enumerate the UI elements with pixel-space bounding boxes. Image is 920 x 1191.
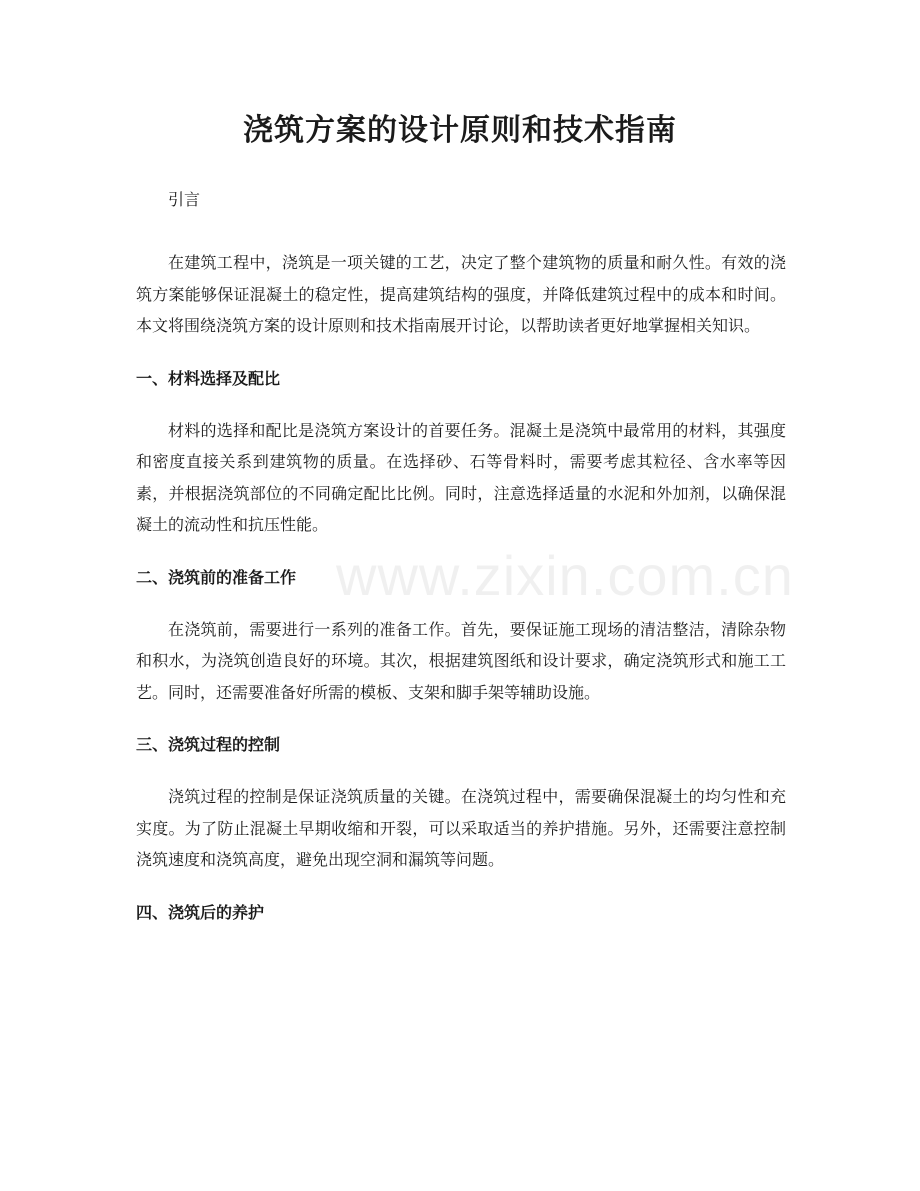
watermark: www.zixin.com.cn [336, 544, 794, 607]
section-heading-2: 二、浇筑前的准备工作 [136, 567, 297, 587]
document-title: 浇筑方案的设计原则和技术指南 [243, 113, 677, 148]
intro-label: 引言 [168, 190, 201, 209]
intro-paragraph: 在建筑工程中，浇筑是一项关键的工艺，决定了整个建筑物的质量和耐久性。有效的浇筑方案能够保证混凝土的稳定性，提高建筑结构的强度，并降低建筑过程中的成本和时间。本文将围绕浇筑方案的设计原则和技术指南展开讨论，以帮助读者更好地掌握相关知识。 [136, 253, 786, 335]
section-heading-3: 三、浇筑过程的控制 [136, 735, 281, 754]
section-paragraph-3: 浇筑过程的控制是保证浇筑质量的关键。在浇筑过程中，需要确保混凝土的均匀性和充实度。为了防止混凝土早期收缩和开裂，可以采取适当的养护措施。另外，还需要注意控制浇筑速度和浇筑高度，避免出现空洞和漏筑等问题。 [136, 787, 786, 869]
document-body [136, 184, 786, 928]
section-paragraph-1: 材料的选择和配比是浇筑方案设计的首要任务。混凝土是浇筑中最常用的材料，其强度和密度直接关系到建筑物的质量。在选择砂、石等骨料时，需要考虑其粒径、含水率等因素，并根据浇筑部位的不同确定配比比例。同时，注意选择适量的水泥和外加剂，以确保混凝土的流动性和抗压性能。 [136, 420, 786, 534]
section-heading-4: 四、浇筑后的养护 [136, 902, 265, 922]
section-paragraph-2: 在浇筑前，需要进行一系列的准备工作。首先，要保证施工现场的清洁整洁，清除杂物和积水，为浇筑创造良好的环境。其次，根据建筑图纸和设计要求，确定浇筑形式和施工工艺。同时，还需要准备好所需的模板、支架和脚手架等辅助设施。 [136, 619, 786, 702]
section-heading-1: 一、材料选择及配比 [136, 368, 281, 388]
